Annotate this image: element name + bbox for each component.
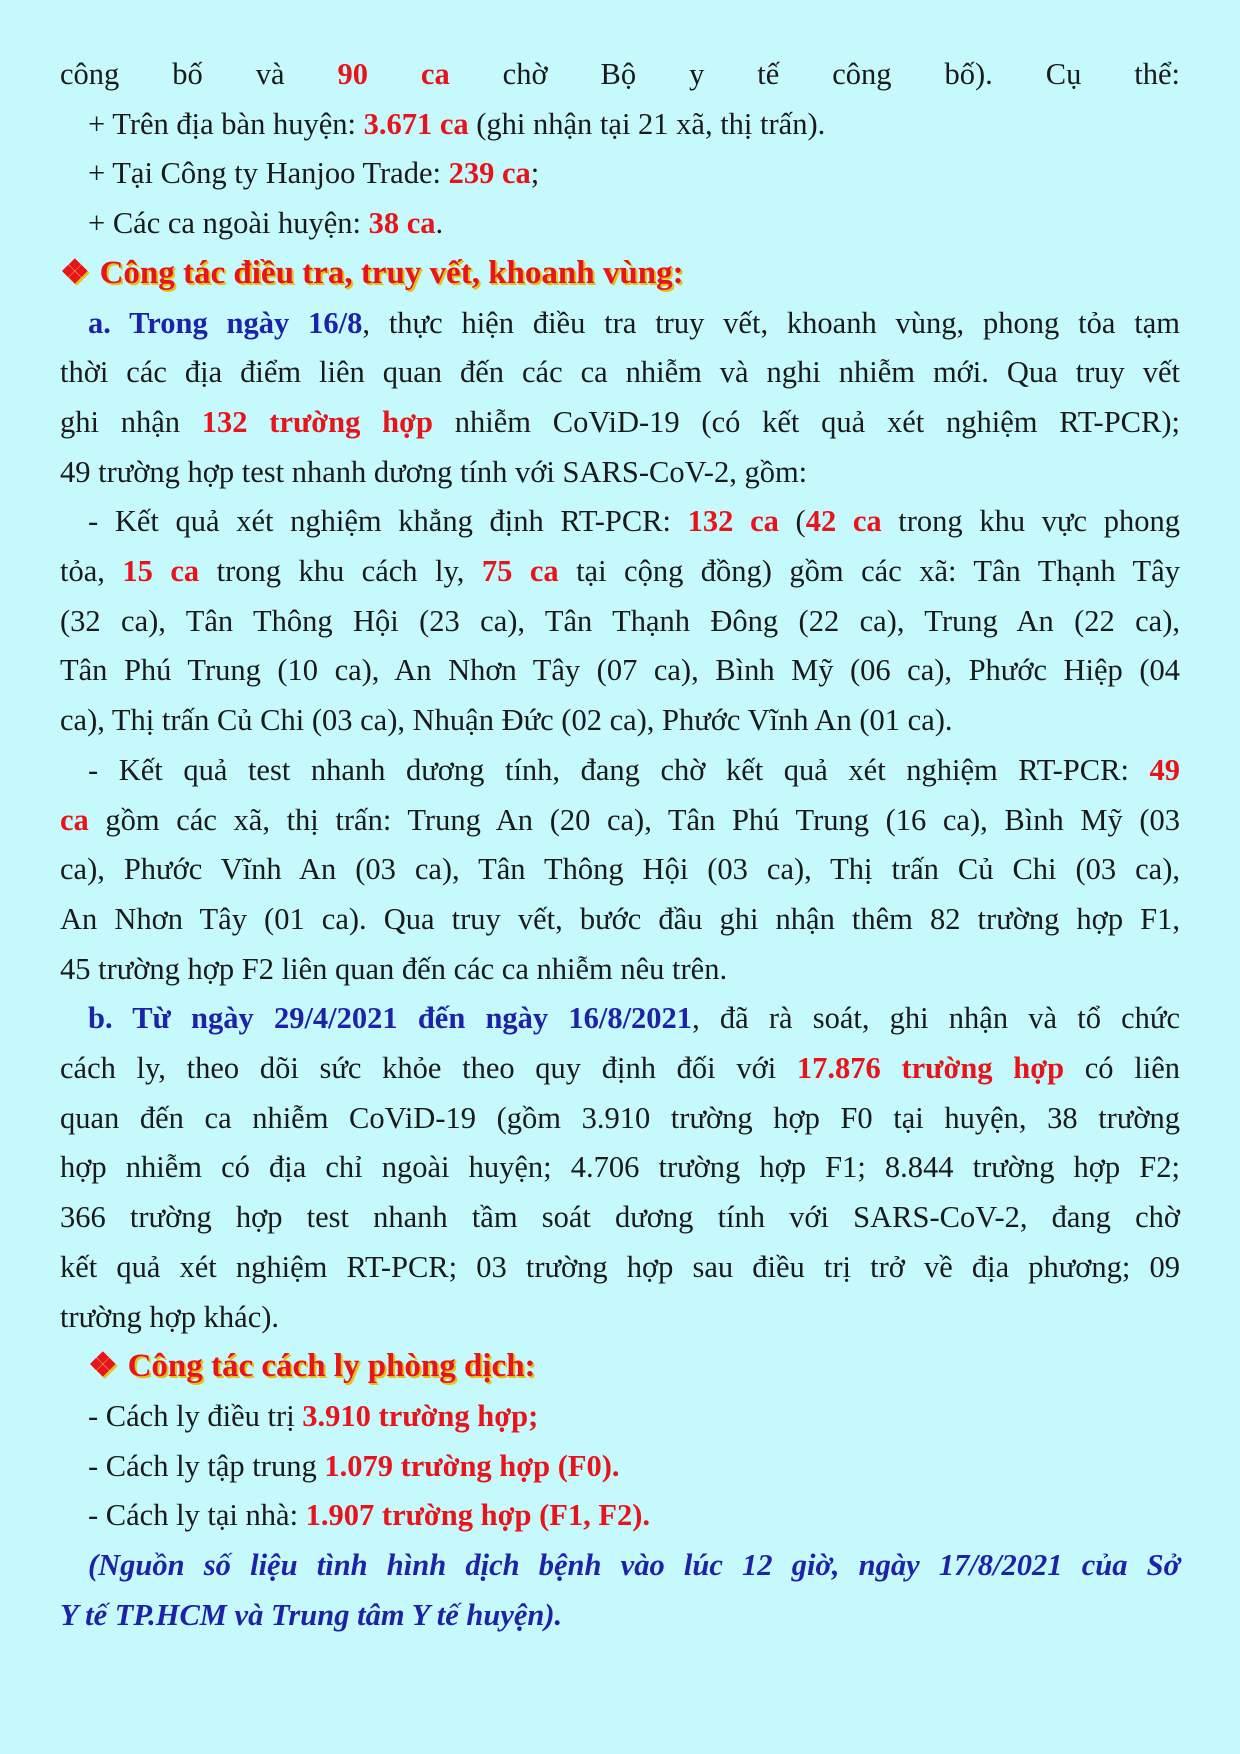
text: 45 trường hợp F2 liên quan đến các ca nhiễm nêu trên. (60, 951, 728, 986)
text: tỏa, (60, 554, 123, 589)
text: ca), Phước Vĩnh An (03 ca), Tân Thông Hội (03 ca), Thị trấn Củ Chi (03 ca), (60, 852, 1180, 887)
section-heading-quarantine (60, 1342, 1180, 1392)
highlight-count: 75 ca (481, 554, 559, 589)
highlight-count: 15 ca (122, 554, 200, 589)
text: , thực hiện điều tra truy vết, khoanh vùng, phong tỏa tạm (362, 305, 1180, 340)
source-note-line-2 (60, 1591, 1180, 1641)
text: + Các ca ngoài huyện: (88, 206, 369, 241)
text: có liên (1064, 1051, 1180, 1086)
rapid-line-1 (60, 746, 1180, 796)
rapid-line-2 (60, 796, 1180, 846)
text: trường hợp khác). (60, 1299, 280, 1334)
intro-line-1 (60, 50, 1180, 100)
highlight-count: 17.876 trường hợp (796, 1051, 1065, 1086)
text: . (435, 206, 444, 241)
para-b-line-1 (60, 994, 1180, 1044)
highlight-count: 132 ca (687, 504, 779, 539)
highlight-count: 1.079 trường hợp (F0). (324, 1448, 620, 1483)
text: - Cách ly tập trung (88, 1448, 325, 1483)
highlight-count: 38 ca (368, 206, 436, 241)
text: - Kết quả xét nghiệm khẳng định RT-PCR: (88, 504, 688, 539)
text: chờ Bộ y tế công bố). Cụ thể: (449, 57, 1181, 91)
text: (ghi nhận tại 21 xã, thị trấn). (468, 106, 826, 141)
rtpcr-line-4 (60, 646, 1180, 696)
source-note-line-1 (60, 1541, 1180, 1591)
para-b-line-2 (60, 1044, 1180, 1094)
rapid-line-4 (60, 895, 1180, 945)
text: nhiễm CoViD-19 (có kết quả xét nghiệm RT-PCR); (432, 404, 1180, 439)
rapid-line-3 (60, 845, 1180, 895)
highlight-count: 42 ca (805, 504, 882, 539)
text: (32 ca), Tân Thông Hội (23 ca), Tân Thạnh Đông (22 ca), Trung An (22 ca), (60, 603, 1180, 638)
para-a-line-1 (60, 299, 1180, 349)
text: quan đến ca nhiễm CoViD-19 (gồm 3.910 trường hợp F0 tại huyện, 38 trường (60, 1100, 1180, 1135)
text: kết quả xét nghiệm RT-PCR; 03 trường hợp sau điều trị trở về địa phương; 09 (60, 1249, 1180, 1284)
text: ghi nhận (60, 404, 202, 439)
highlight-count: ca (60, 802, 89, 837)
text: 366 trường hợp test nhanh tầm soát dương tính với SARS-CoV-2, đang chờ (60, 1200, 1180, 1235)
text: An Nhơn Tây (01 ca). Qua truy vết, bước đầu ghi nhận thêm 82 trường hợp F1, (60, 901, 1180, 936)
rtpcr-line-3 (60, 597, 1180, 647)
text: + Tại Công ty Hanjoo Trade: (88, 156, 449, 191)
text: trong khu cách ly, (199, 554, 482, 589)
text: - Cách ly tại nhà: (88, 1498, 306, 1533)
rtpcr-line-5 (60, 696, 1180, 746)
quarantine-item-home (60, 1491, 1180, 1541)
text: công bố và (60, 57, 338, 91)
text: tại cộng đồng) gồm các xã: Tân Thạnh Tây (558, 554, 1180, 589)
text: ca), Thị trấn Củ Chi (03 ca), Nhuận Đức (02 ca), Phước Vĩnh An (01 ca). (60, 703, 953, 738)
intro-bullet-3 (60, 199, 1180, 249)
para-b-line-7 (60, 1293, 1180, 1343)
text: , đã rà soát, ghi nhận và tổ chức (692, 1001, 1180, 1036)
text: - Cách ly điều trị (88, 1398, 303, 1433)
para-b-line-3 (60, 1094, 1180, 1144)
para-a-line-3 (60, 398, 1180, 448)
highlight-count: 1.907 trường hợp (F1, F2). (305, 1498, 651, 1533)
text: 49 trường hợp test nhanh dương tính với SARS-CoV-2, gồm: (60, 454, 808, 489)
highlight-count: 3.910 trường hợp; (302, 1398, 539, 1433)
para-a-label: a. Trong ngày 16/8 (88, 305, 363, 340)
para-b-line-5 (60, 1193, 1180, 1243)
rtpcr-line-1 (60, 497, 1180, 547)
text: Y tế TP.HCM và Trung tâm Y tế huyện). (60, 1597, 563, 1632)
quarantine-item-treatment (60, 1392, 1180, 1442)
highlight-count: 132 trường hợp (201, 404, 433, 439)
text: ( (778, 504, 806, 539)
para-a-line-4 (60, 448, 1180, 498)
diamond-bullet-icon: ❖ (60, 254, 90, 291)
rtpcr-line-2 (60, 547, 1180, 597)
heading-text: Công tác điều tra, truy vết, khoanh vùng: (99, 254, 684, 291)
text: + Trên địa bàn huyện: (88, 106, 364, 141)
text: thời các địa điểm liên quan đến các ca nhiễm và nghi nhiễm mới. Qua truy vết (60, 355, 1180, 390)
text: trong khu vực phong (881, 504, 1180, 539)
text: ; (530, 156, 540, 191)
highlight-count: 49 (1149, 752, 1180, 787)
text: cách ly, theo dõi sức khỏe theo quy định đối với (60, 1051, 797, 1086)
heading-text: Công tác cách ly phòng dịch: (127, 1348, 536, 1385)
text: - Kết quả test nhanh dương tính, đang chờ kết quả xét nghiệm RT-PCR: (88, 752, 1150, 787)
para-a-line-2 (60, 348, 1180, 398)
text: (Nguồn số liệu tình hình dịch bệnh vào lúc 12 giờ, ngày 17/8/2021 của Sở (88, 1548, 1180, 1583)
para-b-line-6 (60, 1243, 1180, 1293)
rapid-line-5 (60, 945, 1180, 995)
text: hợp nhiễm có địa chỉ ngoài huyện; 4.706 trường hợp F1; 8.844 trường hợp F2; (60, 1150, 1180, 1185)
section-heading-investigation (60, 249, 1180, 299)
para-b-label: b. Từ ngày 29/4/2021 đến ngày 16/8/2021 (88, 1001, 693, 1036)
intro-bullet-1 (60, 100, 1180, 150)
quarantine-item-centralized (60, 1442, 1180, 1492)
para-b-line-4 (60, 1143, 1180, 1193)
highlight-count: 90 ca (337, 57, 450, 91)
highlight-count: 239 ca (448, 156, 531, 191)
highlight-count: 3.671 ca (363, 106, 469, 141)
diamond-bullet-icon: ❖ (88, 1348, 118, 1385)
text: Tân Phú Trung (10 ca), An Nhơn Tây (07 ca), Bình Mỹ (06 ca), Phước Hiệp (04 (60, 653, 1180, 688)
text: gồm các xã, thị trấn: Trung An (20 ca), Tân Phú Trung (16 ca), Bình Mỹ (03 (88, 802, 1180, 837)
intro-bullet-2 (60, 149, 1180, 199)
